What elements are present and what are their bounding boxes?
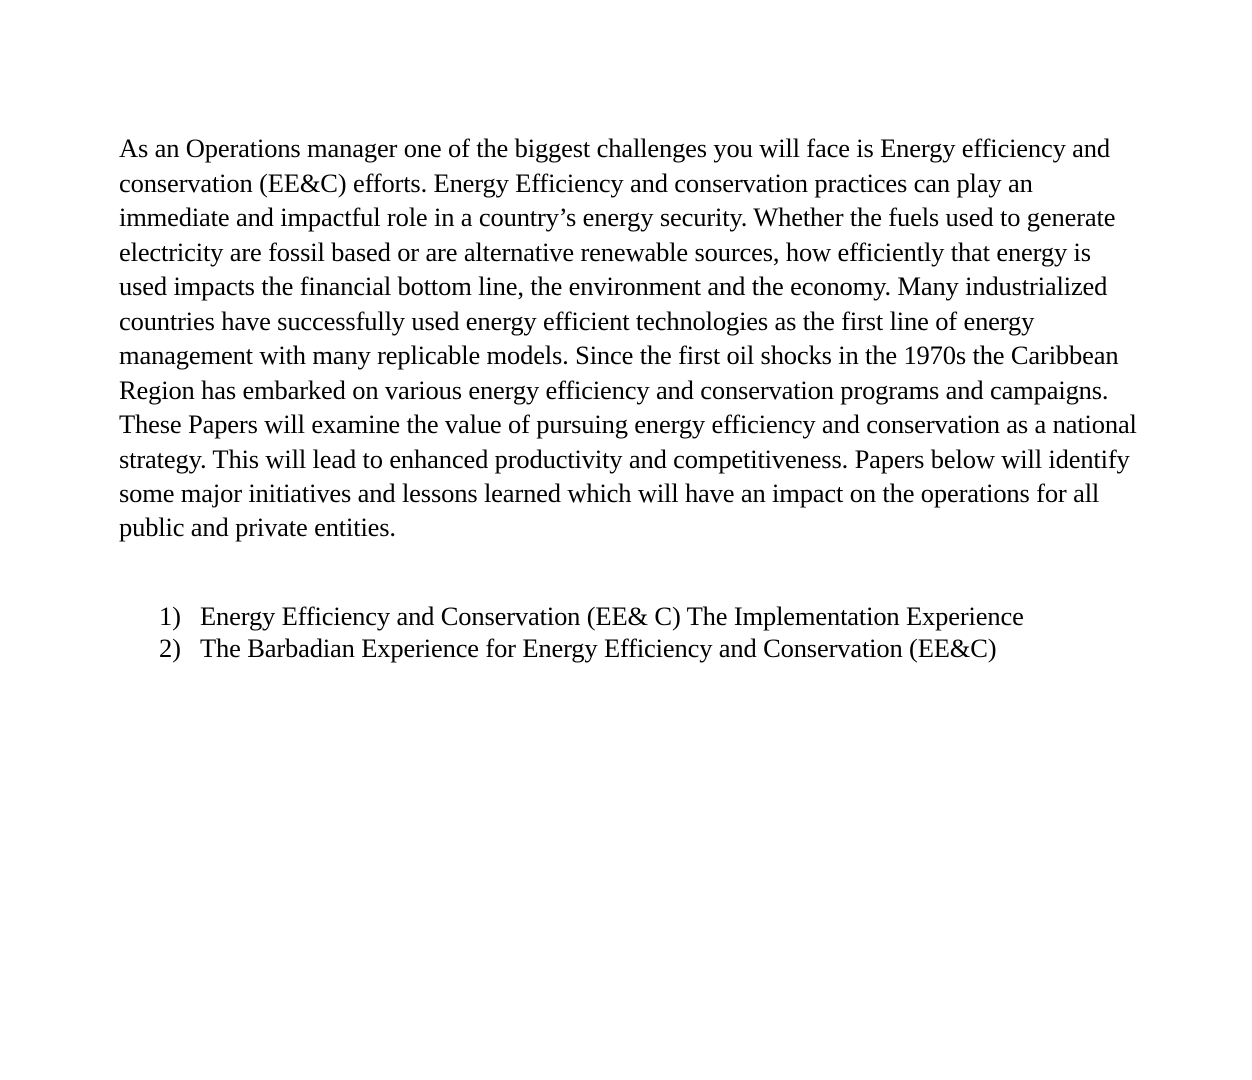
paragraph-line: electricity are fossil based or are alternative renewable sources, how efficiently that energy is [119, 237, 1091, 267]
list-item-text: The Barbadian Experience for Energy Efficiency and Conservation (EE&C) [200, 633, 997, 663]
list-item-text: Energy Efficiency and Conservation (EE& C) The Implementation Experience [200, 601, 1024, 631]
paragraph-line: public and private entities. [119, 512, 396, 542]
paragraph-line: These Papers will examine the value of pursuing energy efficiency and conservation as a national [119, 409, 1137, 439]
paragraph-line: some major initiatives and lessons learned which will have an impact on the operations for all [119, 478, 1100, 508]
list-item-number: 1) [159, 601, 181, 631]
paragraph-line: management with many replicable models. Since the first oil shocks in the 1970s the Caribbean [119, 340, 1119, 370]
list-item [159, 632, 996, 664]
paragraph-line: Region has embarked on various energy efficiency and conservation programs and campaigns. [119, 375, 1109, 405]
paragraph-line: strategy. This will lead to enhanced productivity and competitiveness. Papers below will identify [119, 444, 1130, 474]
paragraph-line: countries have successfully used energy efficient technologies as the first line of energy [119, 306, 1035, 336]
paragraph-line: immediate and impactful role in a country’s energy security. Whether the fuels used to generate [119, 202, 1116, 232]
list-item-number: 2) [159, 633, 181, 663]
paragraph-line: As an Operations manager one of the biggest challenges you will face is Energy efficiency and [119, 133, 1110, 163]
list-item [159, 600, 1024, 632]
paragraph-line: used impacts the financial bottom line, the environment and the economy. Many industrialized [119, 271, 1108, 301]
paragraph-line: conservation (EE&C) efforts. Energy Efficiency and conservation practices can play an [119, 168, 1033, 198]
